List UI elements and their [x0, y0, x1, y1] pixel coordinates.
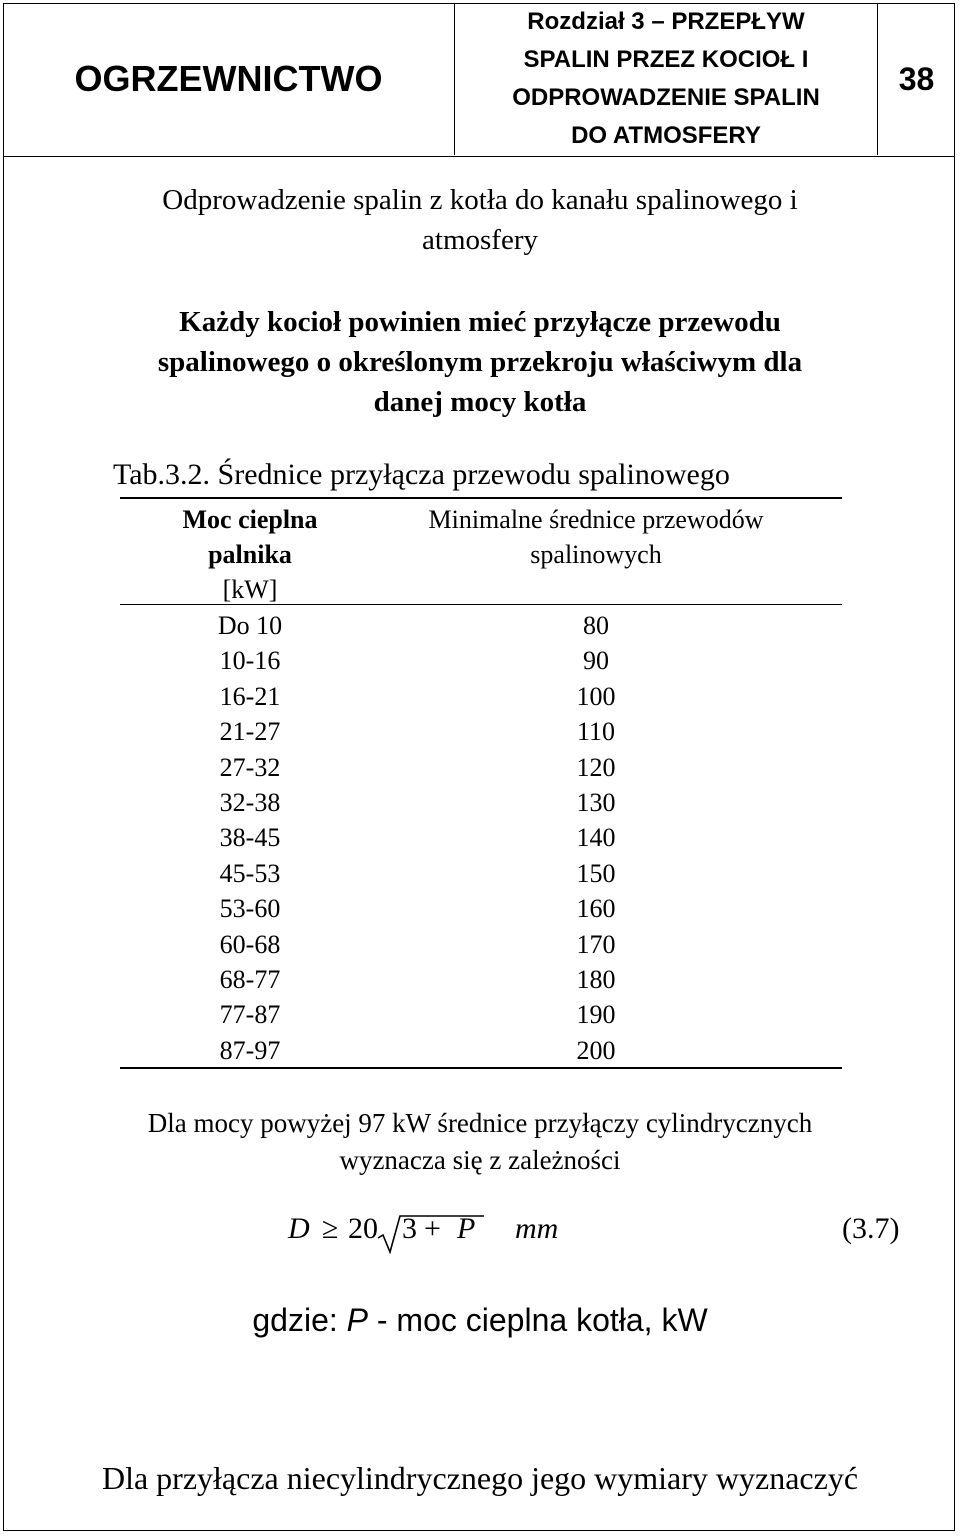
table-cell-diameter: 100 [576, 682, 616, 711]
table-bottom-rule [120, 1067, 842, 1069]
table-cell-power: 87-97 [219, 1036, 281, 1065]
table-header-rule [120, 604, 842, 605]
table-cell-diameter: 130 [576, 788, 616, 817]
where-text [0, 1302, 960, 1339]
table-cell-diameter: 110 [576, 717, 616, 746]
table-cell-diameter: 160 [576, 894, 616, 923]
formula-radicand-operator: + [424, 1212, 441, 1245]
table-cell-power: 68-77 [219, 965, 281, 994]
header-subject: OGRZEWNICTWO [3, 3, 455, 155]
statement-line: spalinowego o określonym przekroju właściwym dla [157, 346, 803, 378]
intro-text [0, 180, 960, 260]
formula-unit: mm [515, 1212, 559, 1245]
formula-relation: ≥ [322, 1212, 339, 1245]
table-cell-power: 27-32 [219, 753, 281, 782]
table-cell-diameter: 90 [583, 646, 609, 675]
statement-line: danej mocy kotła [373, 386, 587, 418]
header-chapter [455, 3, 878, 155]
table-cell-diameter: 190 [576, 1000, 616, 1029]
table-cell-diameter: 200 [576, 1036, 616, 1065]
header-cell-line: palnika [208, 540, 292, 569]
formula-number: (3.7) [842, 1212, 900, 1245]
statement-line: Każdy kocioł powinien mieć przyłącze przewodu [179, 306, 781, 338]
note-line: Dla mocy powyżej 97 kW średnice przyłączy cylindrycznych [147, 1108, 813, 1138]
table-cell-power: 32-38 [219, 788, 281, 817]
table-cell-diameter: 150 [576, 859, 616, 888]
table-cell-diameter: 120 [576, 753, 616, 782]
note-line: wyznacza się z zależności [339, 1145, 621, 1175]
table-cell-power: 21-27 [219, 717, 281, 746]
intro-line: Odprowadzenie spalin z kotła do kanału spalinowego i [162, 184, 798, 216]
table-cell-diameter: 80 [583, 611, 609, 640]
where-variable: P [346, 1302, 368, 1338]
header-cell-line: [kW] [222, 575, 278, 604]
table-title: Tab.3.2. Średnice przyłącza przewodu spalinowego [113, 458, 730, 491]
where-prefix: gdzie: [252, 1302, 347, 1338]
table-header-power [120, 502, 380, 607]
table-header-diameter [380, 502, 812, 572]
table-top-rule [120, 497, 842, 499]
table-cell-power: 45-53 [219, 859, 281, 888]
formula-lhs: D [288, 1212, 310, 1245]
last-line: Dla przyłącza niecylindrycznego jego wymiary wyznaczyć [101, 1460, 859, 1496]
header-chapter-line: DO ATMOSFERY [571, 122, 761, 149]
page-header [3, 3, 955, 157]
header-chapter-line: SPALIN PRZEZ KOCIOŁ I [523, 46, 809, 73]
table-cell-power: 60-68 [219, 930, 281, 959]
table-cell-diameter: 170 [576, 930, 616, 959]
header-chapter-line: Rozdział 3 – PRZEPŁYW [527, 8, 805, 35]
table-cell-power: 38-45 [219, 823, 281, 852]
intro-line: atmosfery [422, 224, 538, 256]
header-cell-line: spalinowych [530, 540, 662, 569]
table-cell-diameter: 180 [576, 965, 616, 994]
table-cell-power: 10-16 [219, 646, 281, 675]
note-text [0, 1105, 960, 1179]
page-number: 38 [898, 60, 935, 97]
table-cell-power: 16-21 [219, 682, 281, 711]
header-cell-line: Minimalne średnice przewodów [428, 505, 764, 534]
table-cell-power: 77-87 [219, 1000, 281, 1029]
formula-radicand-number: 3 [402, 1212, 417, 1245]
table-cell-power: Do 10 [217, 611, 283, 640]
table-cell-diameter: 140 [576, 823, 616, 852]
bold-statement [0, 302, 960, 422]
header-chapter-line: ODPROWADZENIE SPALIN [512, 84, 820, 111]
table-cell-power: 53-60 [219, 894, 281, 923]
header-cell-line: Moc cieplna [182, 505, 318, 534]
formula-coefficient: 20 [348, 1212, 378, 1245]
where-description: - moc cieplna kotła, kW [367, 1302, 708, 1338]
formula-radicand-variable: P [457, 1212, 476, 1245]
